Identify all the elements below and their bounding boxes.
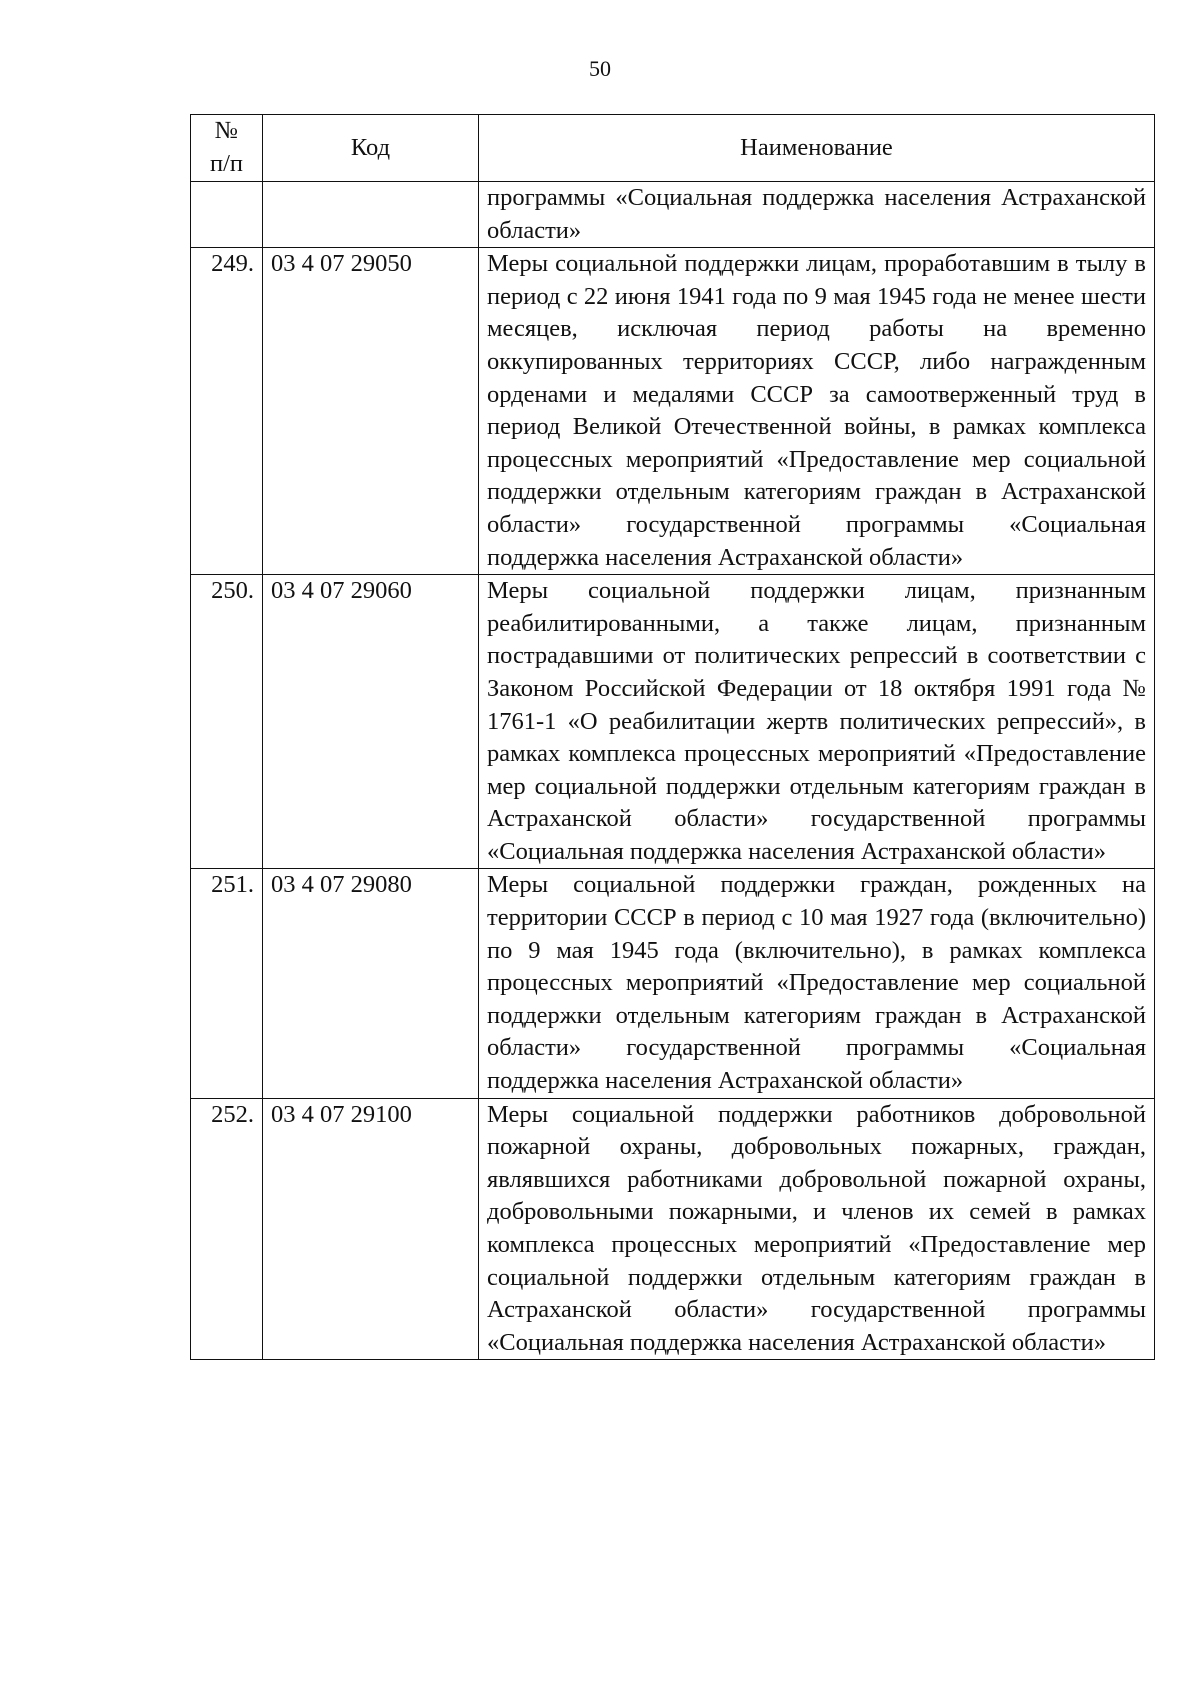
row-code-cell: 03 4 07 29100 [263,1098,479,1360]
column-header-code: Код [263,115,479,182]
row-code-cell: 03 4 07 29060 [263,575,479,869]
row-code-cell: 03 4 07 29080 [263,869,479,1098]
row-name-cell: Меры социальной поддержки лицам, проработавшим в тылу в период с 22 июня 1941 года по 9 мая 1945 года не менее шести месяцев, исключая период работы на временно оккупированных территориях СССР, либо награжденным орденами и медалями СССР за самоотверженный труд в период Великой Отечественной войны, в рамках комплекса процессных мероприятий «Предоставление мер социальной поддержки отдельным категориям граждан в Астраханской области» государственной программы «Социальная поддержка населения Астраханской области» [479,248,1155,575]
row-name-cell: программы «Социальная поддержка населения Астраханской области» [479,182,1155,248]
table-header-row [191,115,1155,182]
row-code-cell: 03 4 07 29050 [263,248,479,575]
row-name-cell: Меры социальной поддержки работников добровольной пожарной охраны, добровольных пожарных, граждан, являвшихся работниками добровольной пожарной охраны, добровольными пожарными, и членов их семей в рамках комплекса процессных мероприятий «Предоставление мер социальной поддержки отдельным категориям граждан в Астраханской области» государственной программы «Социальная поддержка населения Астраханской области» [479,1098,1155,1360]
column-header-number-line2: п/п [209,150,244,177]
row-number-cell: 252. [191,1098,263,1360]
column-header-name: Наименование [479,115,1155,182]
table-row [191,1098,1155,1360]
row-number-cell: 251. [191,869,263,1098]
table-row [191,248,1155,575]
row-name-cell: Меры социальной поддержки граждан, рожденных на территории СССР в период с 10 мая 1927 года (включительно) по 9 мая 1945 года (включительно), в рамках комплекса процессных мероприятий «Предоставление мер социальной поддержки отдельным категориям граждан в Астраханской области» государственной программы «Социальная поддержка населения Астраханской области» [479,869,1155,1098]
column-header-number-line1: № [214,117,239,145]
budget-classification-table [190,114,1155,1360]
table-row [191,869,1155,1098]
row-number-cell: 250. [191,575,263,869]
row-code-cell [263,182,479,248]
table-row [191,575,1155,869]
page-number: 50 [589,56,611,81]
row-number-cell: 249. [191,248,263,575]
column-header-number [191,115,263,182]
row-name-cell: Меры социальной поддержки лицам, признанным реабилитированными, а также лицам, признанным пострадавшими от политических репрессий в соответствии с Законом Российской Федерации от 18 октября 1991 года № 1761-1 «О реабилитации жертв политических репрессий», в рамках комплекса процессных мероприятий «Предоставление мер социальной поддержки отдельным категориям граждан в Астраханской области» государственной программы «Социальная поддержка населения Астраханской области» [479,575,1155,869]
row-number-cell [191,182,263,248]
table-row [191,182,1155,248]
